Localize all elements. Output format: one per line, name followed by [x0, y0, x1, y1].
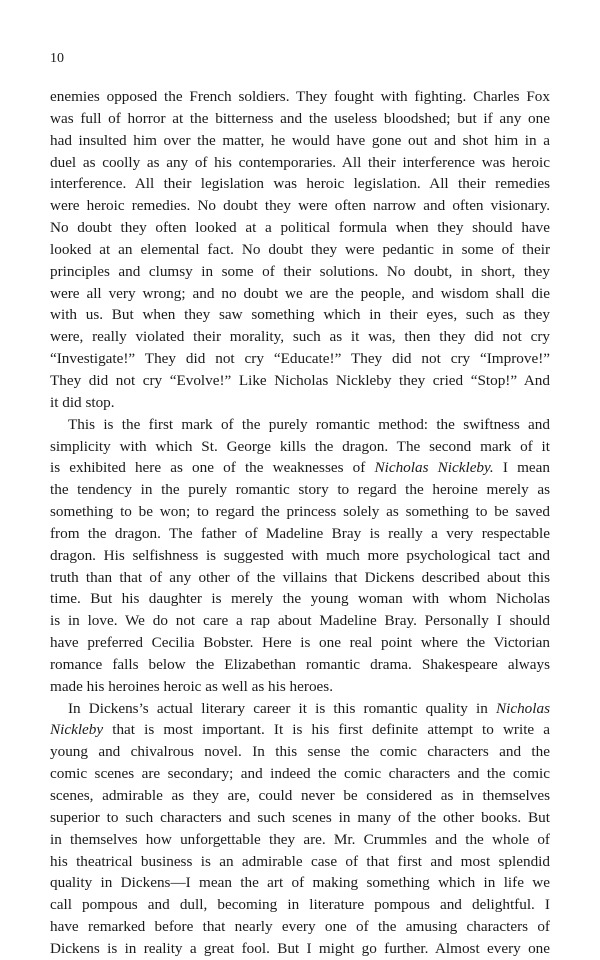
text-line [50, 392, 550, 414]
text-segment: have remarked before that nearly every one of the amusing characters of [50, 918, 550, 936]
body-text [50, 86, 550, 960]
text-segment: They did not cry “Evolve!” Like Nicholas Nickleby they cried “Stop!” And [50, 371, 550, 389]
text-line [50, 851, 550, 873]
text-segment: something to be won; to regard the princess solely as something to be saved [50, 503, 550, 521]
text-segment: from the dragon. The father of Madeline Bray is really a very respectable [50, 524, 550, 542]
italic-text: Nicholas Nickleby. [374, 459, 494, 477]
text-segment: that is most important. It is his first definite attempt to write a [103, 721, 550, 739]
text-segment: quality in Dickens—I mean the art of making something which in life we [50, 874, 550, 892]
text-line [50, 86, 550, 108]
text-segment: were, really violated their morality, such as it was, then they did not cry [50, 328, 550, 346]
text-segment: principles and clumsy in some of their solutions. No doubt, in short, they [50, 262, 550, 280]
text-line [50, 654, 550, 676]
text-line [50, 938, 550, 960]
text-line [50, 195, 550, 217]
text-line [50, 632, 550, 654]
text-line [50, 130, 550, 152]
text-line [50, 894, 550, 916]
text-segment: simplicity with which St. George kills the dragon. The second mark of it [50, 437, 550, 455]
text-line [50, 588, 550, 610]
text-segment: superior to such characters and such scenes in many of the other books. But [50, 808, 550, 826]
text-line [50, 108, 550, 130]
text-segment: I mean [493, 459, 550, 477]
page-number: 10 [50, 51, 64, 66]
text-segment: No doubt they often looked at a political formula when they should have [50, 219, 550, 237]
text-line [50, 152, 550, 174]
text-line [50, 436, 550, 458]
text-line [50, 304, 550, 326]
text-line [50, 829, 550, 851]
text-segment: have preferred Cecilia Bobster. Here is one real point where the Victorian [50, 634, 550, 652]
text-line [50, 326, 550, 348]
text-line [50, 479, 550, 501]
text-segment: the tendency in the purely romantic story to regard the heroine merely as [50, 481, 550, 499]
text-segment: with us. But when they saw something which in their eyes, such as they [50, 306, 550, 324]
text-line [50, 741, 550, 763]
text-line [50, 217, 550, 239]
text-segment: it did stop. [50, 393, 115, 411]
text-line [50, 698, 550, 720]
italic-text: Nickleby [50, 721, 104, 739]
text-segment: “Investigate!” They did not cry “Educate!” They did not cry “Improve!” [50, 350, 550, 368]
text-line [50, 676, 550, 698]
text-segment: duel as coolly as any of his contemporaries. All their interference was heroic [50, 153, 550, 171]
text-line [50, 501, 550, 523]
text-line [50, 545, 550, 567]
text-line [50, 610, 550, 632]
text-segment: was full of horror at the bitterness and the useless bloodshed; but if any one [50, 109, 550, 127]
text-segment: In Dickens’s actual literary career it is this romantic quality in [68, 699, 496, 717]
text-line [50, 261, 550, 283]
text-segment: comic scenes are secondary; and indeed the comic characters and the comic [50, 765, 550, 783]
text-segment: were all very wrong; and no doubt we are the people, and wisdom shall die [50, 284, 550, 302]
text-segment: enemies opposed the French soldiers. They fought with fighting. Charles Fox [50, 88, 550, 105]
text-line [50, 523, 550, 545]
text-segment: had insulted him over the matter, he would have gone out and shot him in a [50, 131, 550, 149]
text-line [50, 173, 550, 195]
text-segment: dragon. His selfishness is suggested with much more psychological tact and [50, 546, 550, 564]
text-line [50, 785, 550, 807]
text-segment: is exhibited here as one of the weaknesses of [50, 459, 375, 477]
text-line [50, 239, 550, 261]
text-line [50, 872, 550, 894]
text-line [50, 283, 550, 305]
text-segment: is in love. We do not care a rap about Madeline Bray. Personally I should [50, 612, 550, 630]
text-segment: call pompous and dull, becoming in literature pompous and delightful. I [50, 896, 550, 914]
text-segment: This is the first mark of the purely romantic method: the swiftness and [68, 415, 550, 433]
text-segment: truth than that of any other of the villains that Dickens described about this [50, 568, 550, 586]
text-line [50, 807, 550, 829]
text-segment: made his heroines heroic as well as his heroes. [50, 677, 333, 695]
text-segment: young and chivalrous novel. In this sense the comic characters and the [50, 743, 550, 761]
text-segment: Dickens is in reality a great fool. But I might go further. Almost every one [50, 939, 550, 957]
text-line [50, 348, 550, 370]
text-line [50, 567, 550, 589]
text-segment: his theatrical business is an admirable case of that first and most splendid [50, 852, 550, 870]
text-segment: time. But his daughter is merely the young woman with whom Nicholas [50, 590, 550, 608]
text-segment: looked at an elemental fact. No doubt they were pedantic in some of their [50, 240, 550, 258]
text-segment: interference. All their legislation was heroic legislation. All their remedies [50, 175, 550, 193]
italic-text: Nicholas [495, 699, 550, 717]
text-line [50, 763, 550, 785]
text-line [50, 370, 550, 392]
text-segment: in themselves how unforgettable they are. Mr. Crummles and the whole of [50, 830, 550, 848]
text-line [50, 457, 550, 479]
text-line [50, 719, 550, 741]
text-segment: romance falls below the Elizabethan romantic drama. Shakespeare always [50, 655, 550, 673]
text-segment: scenes, admirable as they are, could never be considered as in themselves [50, 787, 550, 804]
text-line [50, 414, 550, 436]
text-segment: were heroic remedies. No doubt they were often narrow and often visionary. [50, 197, 550, 215]
